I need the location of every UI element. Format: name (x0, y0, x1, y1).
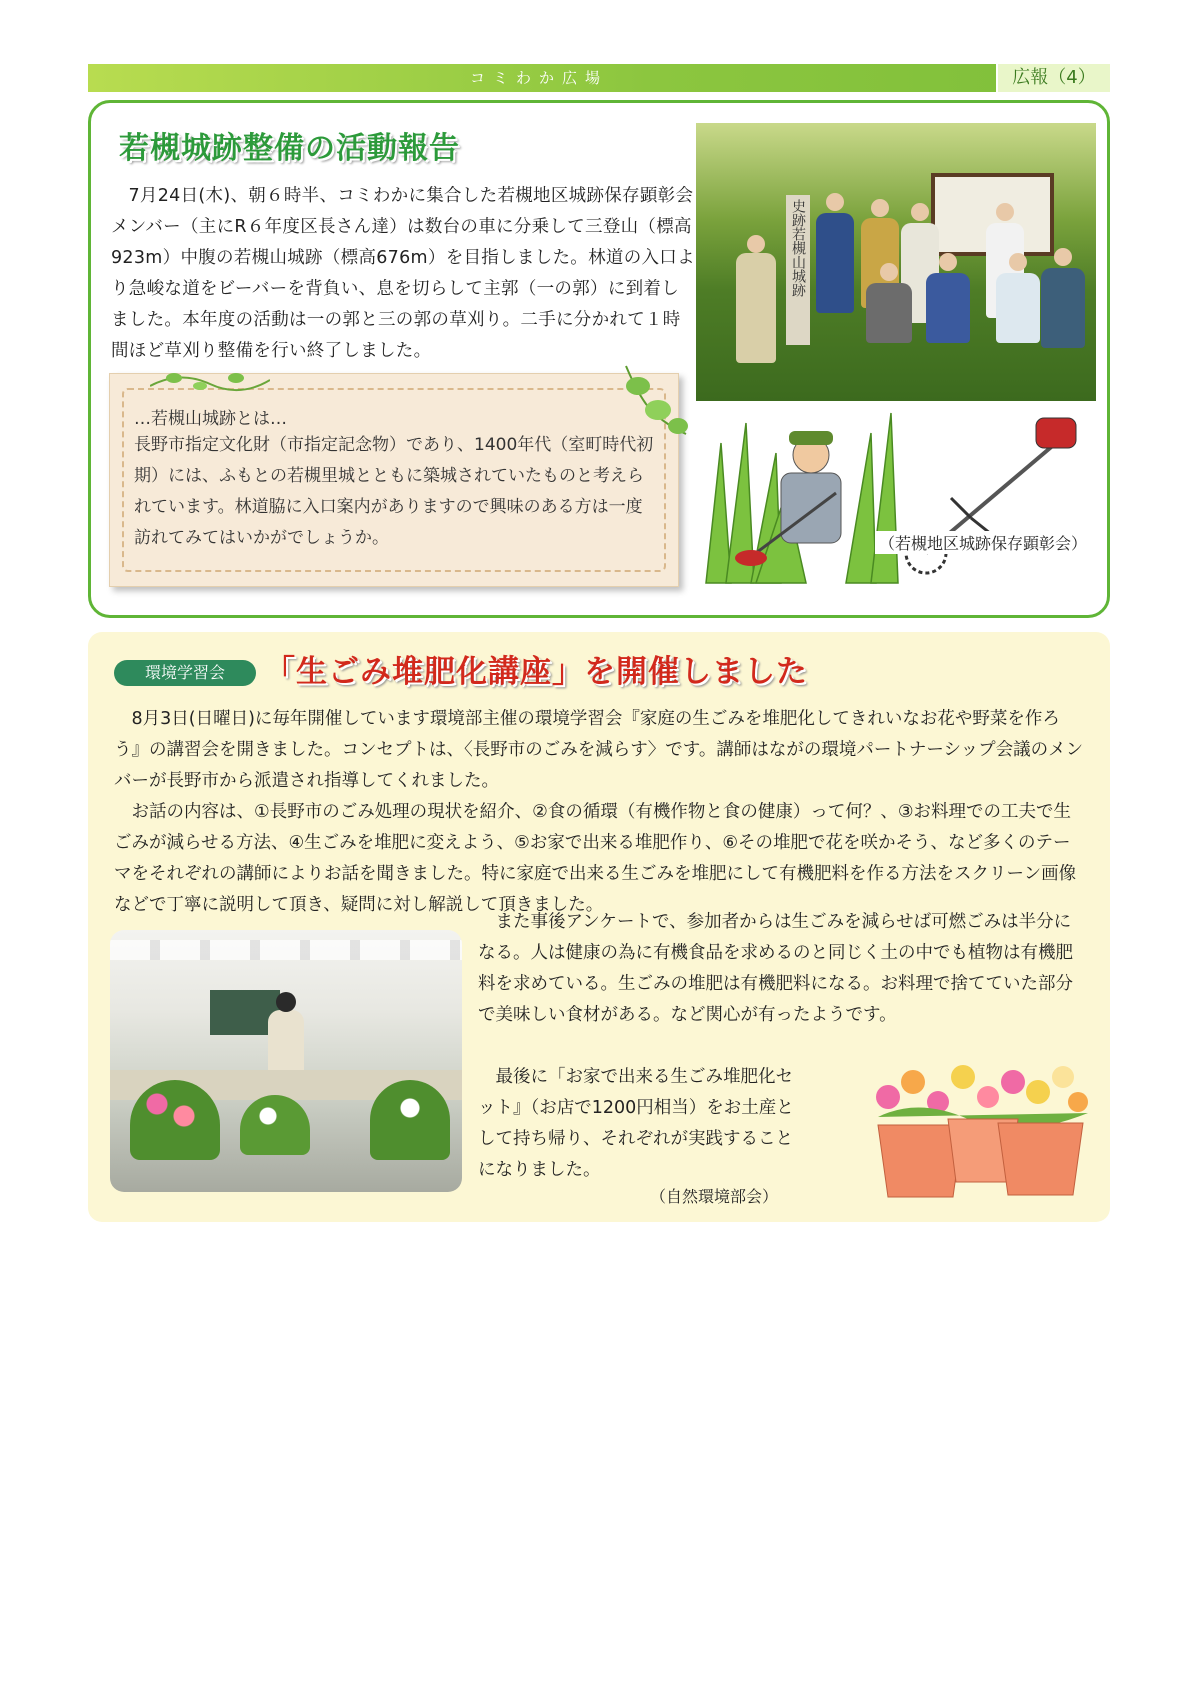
header-bar (88, 64, 1110, 92)
castle-report-section (88, 100, 1110, 618)
grass-cutting-illustration (696, 403, 1096, 585)
compost-workshop-section (88, 632, 1110, 1222)
person-figure (926, 273, 970, 343)
credit: （自然環境部会） (650, 1187, 779, 1206)
category-tag: 環境学習会 (114, 660, 256, 686)
person-head (939, 253, 957, 271)
workshop-photo (110, 930, 462, 1192)
person-figure (866, 283, 912, 343)
closing-paragraph (478, 1062, 796, 1186)
person-figure (736, 253, 776, 363)
person-figure (1041, 268, 1085, 348)
flower-pots-illustration (858, 1047, 1098, 1207)
newsletter-title: コミわか広場 (469, 69, 608, 87)
castle-note-box (109, 373, 679, 587)
paragraph: 8月3日(日曜日)に毎年開催しています環境部主催の環境学習会『家庭の生ごみを堆肥化してきれいなお花や野菜を作ろう』の講習会を開きました。コンセプトは、〈長野市のごみを減らす〉です。講師はながの環境パートナーシップ会議のメンバーが長野市から派遣され指導してくれました。 (114, 709, 1084, 791)
paragraph: お話の内容は、①長野市のごみ処理の現状を紹介、②食の循環（有機作物と食の健康）って何？、③お料理での工夫で生ごみが減らせる方法、④生ごみを堆肥に変えよう、⑤お家で出来る堆肥作り、⑥その堆肥で花を咲かそう、など多くのテーマをそれぞれの講師によりお話を聞きました。特に家庭で出来る生ごみを堆肥にして有機肥料を作る方法をスクリーン画像などで丁寧に説明して頂き、疑問に対し解説して頂きました。 (114, 802, 1077, 915)
marker-text: 史跡若槻山城跡 (790, 199, 806, 297)
stone-marker (786, 195, 810, 345)
person-head (911, 203, 929, 221)
flower-pot-right (370, 1080, 450, 1160)
section-body (114, 704, 1084, 921)
survey-paragraph (478, 907, 1083, 1031)
paragraph: また事後アンケートで、参加者からは生ごみを減らせば可燃ごみは半分になる。人は健康の為に有機食品を求めるのと同じく土の中でも植物は有機肥料を求めている。生ごみの堆肥は有機肥料になる。お料理で捨てていた部分で美味しい食材がある。など関心が有ったようです。 (478, 912, 1073, 1025)
person-figure (816, 213, 854, 313)
vine-icon (150, 366, 270, 400)
flower-pot-center (240, 1095, 310, 1155)
group-photo (696, 123, 1096, 401)
person-figure (996, 273, 1040, 343)
person-head (1009, 253, 1027, 271)
person-head (880, 263, 898, 281)
person-head (826, 193, 844, 211)
credit: （若槻地区城跡保存顕彰会） (875, 531, 1091, 554)
note-body: 長野市指定文化財（市指定記念物）であり、1400年代（室町時代初期）には、ふもとの若槻里城とともに築城されていたものと考えられています。林道脇に入口案内がありますので興味のある方は一度訪れてみてはいかがでしょうか。 (134, 435, 654, 548)
paragraph: 最後に「お家で出来る生ごみ堆肥化セット』（お店で1200円相当）をお土産として持ち帰り、それぞれが実践することになりました。 (478, 1067, 794, 1180)
section-body: 7月24日(木)、朝６時半、コミわかに集合した若槻地区城跡保存顕彰会メンバー（主にR６年度区長さん達）は数台の車に分乗して三登山（標高923m）中腹の若槻山城跡（標高676m）を目指しました。林道の入口より急峻な道をビーバーを背負い、息を切らして主郭（一の郭）に到着しました。本年度の活動は一の郭と三の郭の草刈り。二手に分かれて１時間ほど草刈り整備を行い終了しました。 (111, 186, 695, 361)
page-label: 広報（4） (996, 64, 1110, 92)
ceiling-lights (110, 940, 462, 960)
person-head (996, 203, 1014, 221)
person-head (747, 235, 765, 253)
section-title: 「生ごみ堆肥化講座」を開催しました (264, 654, 808, 690)
person-head (871, 199, 889, 217)
leaf-icon (616, 360, 696, 440)
person-head (1054, 248, 1072, 266)
flower-pot-left (130, 1080, 220, 1160)
speaker-head (276, 992, 296, 1012)
section-title: 若槻城跡整備の活動報告 (119, 131, 460, 166)
note-heading: …若槻山城跡とは… (134, 409, 287, 429)
